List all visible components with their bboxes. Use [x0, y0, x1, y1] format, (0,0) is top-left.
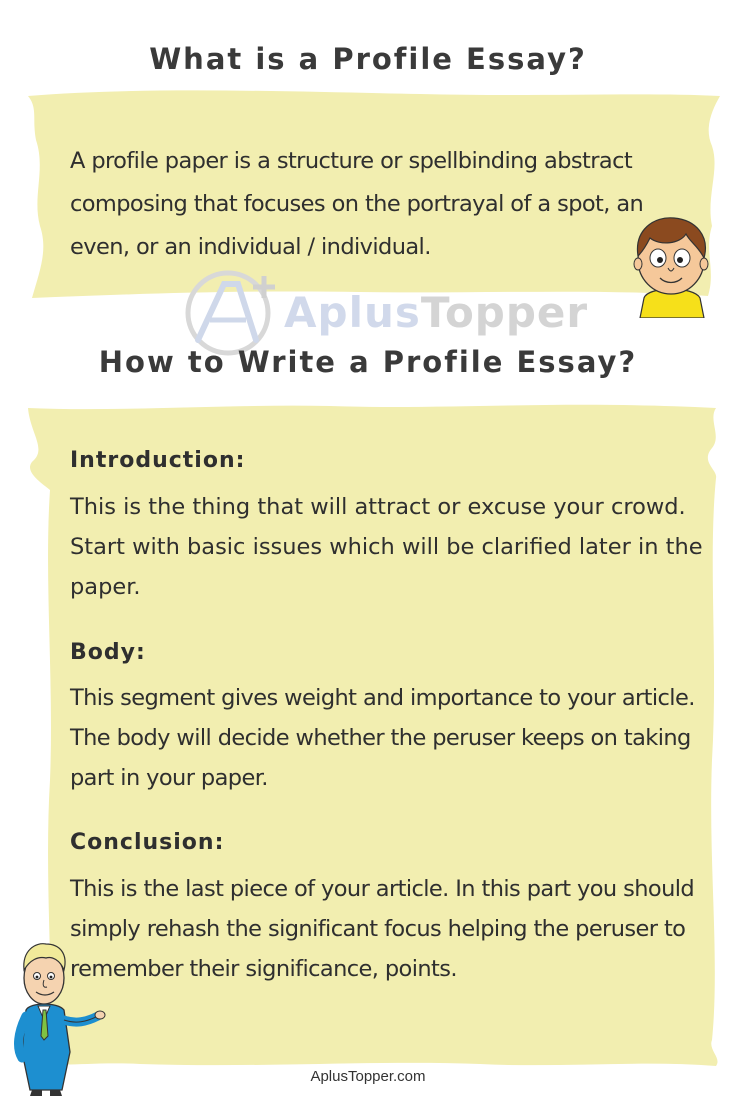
section-title-what-is: What is a Profile Essay?	[149, 42, 587, 76]
introduction-text	[70, 487, 710, 607]
definition-paragraph	[70, 140, 690, 269]
section-title-how-to: How to Write a Profile Essay?	[98, 345, 638, 379]
boy-cartoon-icon	[630, 212, 712, 318]
text-line: The body will decide whether the peruser keeps on taking	[70, 725, 691, 751]
text-line: paper.	[70, 574, 141, 600]
text-line: A profile paper is a structure or spellbinding abstract	[70, 148, 633, 174]
watermark-brand-left: Aplus	[284, 288, 421, 337]
watermark-brand-right: Topper	[420, 288, 589, 337]
text-line: This is the last piece of your article. In this part you should	[70, 876, 695, 902]
text-line: This segment gives weight and importance to your article.	[70, 685, 695, 711]
text-line: remember their significance, points.	[70, 956, 457, 982]
text-line: Start with basic issues which will be clarified later in the	[70, 534, 703, 560]
text-line: part in your paper.	[70, 765, 268, 791]
introduction-heading: Introduction:	[70, 448, 246, 473]
body-text	[70, 678, 710, 798]
body-heading: Body:	[70, 640, 146, 665]
footer-site-name: AplusTopper.com	[310, 1068, 426, 1085]
conclusion-heading: Conclusion:	[70, 830, 225, 855]
conclusion-text	[70, 869, 710, 989]
text-line: This is the thing that will attract or excuse your crowd.	[70, 494, 686, 520]
text-line: even, or an individual / individual.	[70, 234, 431, 260]
text-line: composing that focuses on the portrayal of a spot, an	[70, 191, 644, 217]
watermark-brand	[284, 288, 588, 337]
text-line: simply rehash the significant focus helping the peruser to	[70, 916, 686, 942]
